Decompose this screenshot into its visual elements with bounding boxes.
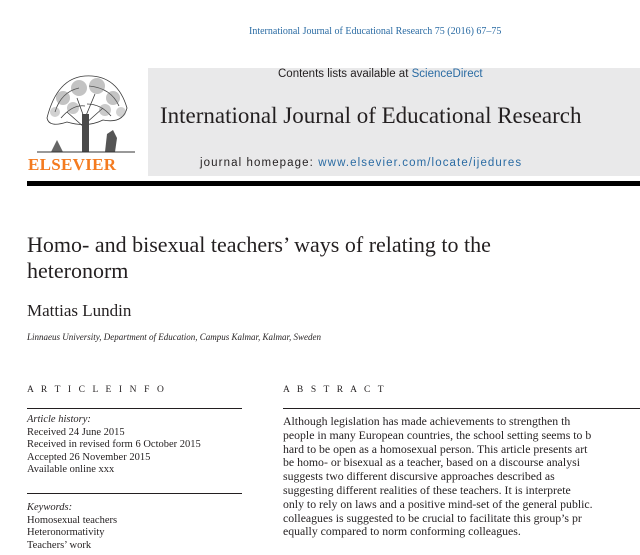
contents-prefix: Contents lists available at bbox=[278, 68, 412, 80]
keywords-rule bbox=[27, 493, 242, 494]
abstract-rule bbox=[283, 408, 640, 409]
keywords-label: Keywords: bbox=[27, 502, 73, 513]
author-name[interactable]: Mattias Lundin bbox=[27, 301, 132, 320]
elsevier-wordmark: ELSEVIER bbox=[28, 155, 117, 174]
abstract-line: only to rely on laws and a positive mind-set of the general public. bbox=[283, 496, 593, 511]
history-item: Available online xxx bbox=[27, 464, 115, 476]
homepage-link[interactable]: www.elsevier.com/locate/ijedures bbox=[318, 157, 523, 169]
abstract-line: people in many European countries, the school setting seems to b bbox=[283, 427, 592, 442]
abstract-line: suggests two different discursive approaches described as bbox=[283, 469, 555, 484]
tree-icon bbox=[27, 68, 145, 154]
abstract-line: colleagues is suggested to be crucial to facilitate this group’s pr bbox=[283, 510, 582, 525]
keyword-item: Homosexual teachers bbox=[27, 514, 118, 526]
abstract-heading: A B S T R A C T bbox=[283, 385, 387, 395]
keyword-item: Heteronormativity bbox=[27, 527, 105, 539]
abstract-line: be homo- or bisexual as a teacher, based on a discourse analysi bbox=[283, 455, 580, 470]
abstract-line: Although legislation has made achievements to strengthen th bbox=[283, 415, 571, 428]
article-info-heading: A R T I C L E I N F O bbox=[27, 385, 167, 395]
sciencedirect-link[interactable]: ScienceDirect bbox=[411, 68, 483, 80]
keywords-list bbox=[27, 502, 242, 552]
article-history bbox=[27, 414, 242, 477]
homepage-prefix: journal homepage: bbox=[200, 157, 319, 169]
article-title bbox=[27, 232, 627, 284]
abstract-line: hard to be open as a homosexual person. This article presents art bbox=[283, 441, 588, 456]
article-info-rule bbox=[27, 408, 242, 409]
article-title-line: Homo- and bisexual teachers’ ways of relating to the bbox=[27, 232, 491, 257]
history-item: Received 24 June 2015 bbox=[27, 426, 125, 438]
abstract-line: suggesting different realities of these teachers. It is interprete bbox=[283, 482, 571, 497]
journal-homepage bbox=[200, 157, 522, 169]
history-item: Received in revised form 6 October 2015 bbox=[27, 439, 201, 451]
abstract-body bbox=[283, 415, 640, 539]
abstract-line: equally compared to norm conforming colleagues. bbox=[283, 524, 521, 539]
keyword-item: Teachers’ work bbox=[27, 539, 92, 551]
author-affiliation: Linnaeus University, Department of Education, Campus Kalmar, Kalmar, Sweden bbox=[27, 332, 321, 342]
contents-availability bbox=[278, 68, 483, 80]
header-divider bbox=[27, 181, 640, 186]
article-title-line: heteronorm bbox=[27, 258, 129, 283]
history-label: Article history: bbox=[27, 414, 91, 425]
journal-citation[interactable]: International Journal of Educational Research 75 (2016) 67–75 bbox=[249, 26, 502, 37]
journal-title: International Journal of Educational Research bbox=[160, 103, 582, 128]
history-item: Accepted 26 November 2015 bbox=[27, 451, 151, 463]
